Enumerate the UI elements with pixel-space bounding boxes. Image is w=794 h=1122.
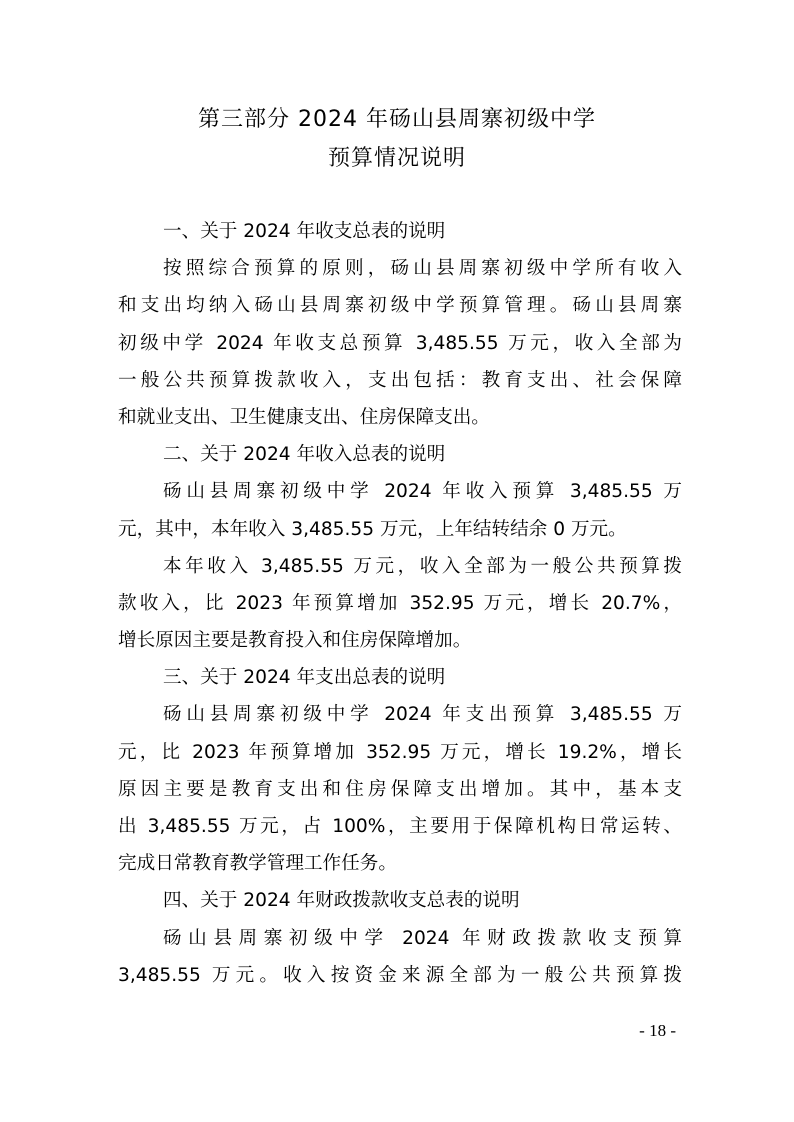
document-title-line-1: 第三部分 2024 年砀山县周寨初级中学 (198, 107, 596, 132)
paragraph-line: 增长原因主要是教育投入和住房保障增加。 (118, 630, 472, 652)
paragraph-line: 砀山县周寨初级中学 2024 年财政拨款收支预算 (163, 927, 682, 949)
paragraph-line: 和就业支出、卫生健康支出、住房保障支出。 (118, 406, 490, 428)
document-title-line-2: 预算情况说明 (327, 146, 466, 171)
paragraph-line: 3,485.55 万元。收入按资金来源全部为一般公共预算拨 (118, 964, 682, 986)
document-body (118, 213, 682, 994)
section-heading-4: 四、关于 2024 年财政拨款收支总表的说明 (163, 890, 520, 912)
paragraph-line: 一般公共预算拨款收入，支出包括：教育支出、社会保障 (118, 369, 682, 391)
paragraph-line: 元，比 2023 年预算增加 352.95 万元，增长 19.2%，增长 (118, 741, 682, 763)
section-heading-3: 三、关于 2024 年支出总表的说明 (163, 667, 446, 689)
paragraph-line: 和支出均纳入砀山县周寨初级中学预算管理。砀山县周寨 (118, 295, 682, 317)
paragraph-line: 砀山县周寨初级中学 2024 年收入预算 3,485.55 万 (163, 481, 682, 503)
paragraph-line: 本年收入 3,485.55 万元，收入全部为一般公共预算拨 (163, 555, 682, 577)
paragraph-line: 出 3,485.55 万元，占 100%，主要用于保障机构日常运转、 (118, 816, 682, 837)
paragraph-line: 按照综合预算的原则，砀山县周寨初级中学所有收入 (163, 258, 682, 280)
paragraph-line: 初级中学 2024 年收支总预算 3,485.55 万元，收入全部为 (118, 332, 682, 354)
paragraph-line: 款收入，比 2023 年预算增加 352.95 万元，增长 20.7%， (118, 592, 682, 614)
paragraph-line: 砀山县周寨初级中学 2024 年支出预算 3,485.55 万 (163, 704, 682, 726)
section-heading-1: 一、关于 2024 年收支总表的说明 (163, 221, 446, 242)
section-heading-2: 二、关于 2024 年收入总表的说明 (163, 444, 446, 466)
paragraph-line: 元，其中，本年收入 3,485.55 万元，上年结转结余 0 万元。 (118, 518, 627, 540)
paragraph-line: 原因主要是教育支出和住房保障支出增加。其中，基本支 (118, 778, 682, 800)
page-number: - 18 - (639, 1021, 676, 1040)
paragraph-line: 完成日常教育教学管理工作任务。 (118, 853, 397, 875)
